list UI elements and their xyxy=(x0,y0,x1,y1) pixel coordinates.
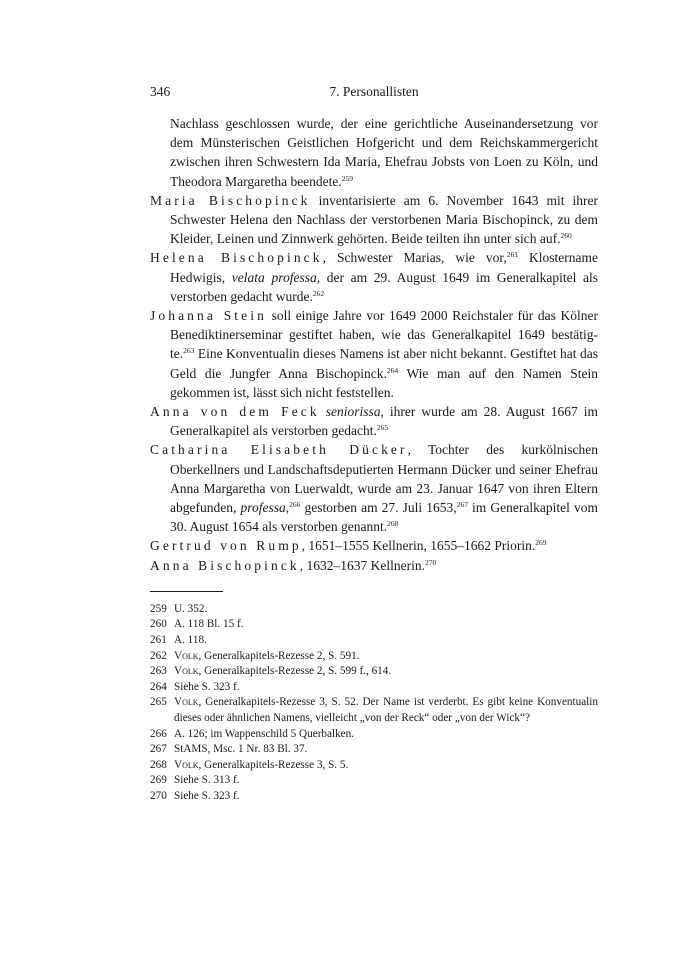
footnote-ref: 265 xyxy=(376,423,389,433)
footnote-ref: 261 xyxy=(506,250,519,260)
footnote: 264 Siehe S. 323 f. xyxy=(150,680,240,693)
footnote-divider xyxy=(150,591,223,592)
page-number: 346 xyxy=(150,84,171,99)
footnote-ref: 266 xyxy=(289,500,301,510)
author-name: Volk xyxy=(174,649,199,662)
footnote-ref: 262 xyxy=(312,288,325,298)
person-name: Anna von dem Feck xyxy=(150,404,320,420)
entry-anna-bischopinck: Anna Bischopinck, 1632–1637 Kellnerin.$^{270}$ xyxy=(150,557,437,573)
footnote: 267 StAMS, Msc. 1 Nr. 83 Bl. 37. xyxy=(150,743,308,756)
footnote: 265 Volk, Generalkapitels-Rezesse 3, S. 52. Der Name ist verderbt. Es gibt keine Konventualin dieses oder ähnlichen Namens, vielleicht „von der Reck“ oder „von der Wick“? xyxy=(150,696,598,725)
author-name: Volk xyxy=(174,696,199,709)
person-name: Maria Bischopinck xyxy=(150,192,311,208)
footnote-ref: 268 xyxy=(387,519,399,529)
footnote: 268 Volk, Generalkapitels-Rezesse 3, S. 5. xyxy=(150,758,349,771)
footnote: 261 A. 118. xyxy=(150,634,207,647)
footnote: 269 Siehe S. 313 f. xyxy=(150,774,240,787)
footnote: 263 Volk, Generalkapitels-Rezesse 2, S. 599 f., 614. xyxy=(150,665,392,678)
entry-maria-bischopinck: Maria Bischopinck inventarisierte am 6. November 1643 mit ihrer Schwester Helena den Nachlass der verstorbenen Maria Bischopinck, zu dem Kleider, Leinen und Zinnwerk gehörten. Beide teilten ihn unter sich auf.$^{260}$ xyxy=(150,192,598,247)
footnote: 262 Volk, Generalkapitels-Rezesse 2, S. 591. xyxy=(150,649,360,662)
running-head xyxy=(150,84,598,106)
footnote-ref: 263 xyxy=(183,346,195,356)
footnote: 266 A. 126; im Wappenschild 5 Querbalken. xyxy=(150,727,355,740)
footnote: 260 A. 118 Bl. 15 f. xyxy=(150,618,244,631)
person-name: Catharina Elisabeth Dücker xyxy=(150,442,408,458)
person-name: Helena Bischopinck xyxy=(150,250,323,266)
footnotes xyxy=(150,602,598,805)
body-text xyxy=(150,114,598,575)
page xyxy=(150,84,598,805)
entry-catharina-elisabeth-duecker: Catharina Elisabeth Dücker, Tochter des kurkölnischen Oberkellners und Landschaftsdeputierten Hermann Dücker und seiner Ehefrau Anna Margaretha von Luerwaldt, wurde am 23. Januar 1647 von ihren Eltern abgefunden, professa,$^{266}$ gestorben am 27. Juli 1653,$^{267}$ im Generalkapitel vom 30. August 1654 als verstorben genannt.$^{268}$ xyxy=(150,442,598,535)
footnote-ref: 264 xyxy=(386,365,399,375)
entry-anna-von-dem-feck: Anna von dem Feck seniorissa, ihrer wurde am 28. August 1667 im Generalkapitel als verstorben gedacht.$^{265}$ xyxy=(150,404,598,439)
person-name: Gertrud von Rump xyxy=(150,538,302,554)
entry-helena-bischopinck: Helena Bischopinck, Schwester Marias, wie vor,$^{261}$ Klostername Hedwigis, velata professa, der am 29. August 1649 im Generalkapitel als verstorben gedacht wurde.$^{262}$ xyxy=(150,250,599,304)
author-name: Volk xyxy=(174,665,199,678)
entry-gertrud-von-rump: Gertrud von Rump, 1651–1555 Kellnerin, 1655–1662 Priorin.$^{269}$ xyxy=(150,538,547,554)
person-name: Johanna Stein xyxy=(150,308,267,324)
author-name: Volk xyxy=(174,758,199,771)
running-title: 7. Personallisten xyxy=(329,84,419,99)
entry-continuation: Nachlass geschlossen wurde, der eine gerichtliche Auseinandersetzung vor dem Münsterischen Geistlichen Hofgericht und dem Reichskammergericht zwischen ihren Schwestern Ida Maria, Ehefrau Jobsts von Loen zu Köln, und Theodora Margaretha beendete.$^{259}$ xyxy=(170,116,598,189)
footnote-ref: 259 xyxy=(341,173,354,183)
entry-johanna-stein: Johanna Stein soll einige Jahre vor 1649 2000 Reichstaler für das Kölner Benediktinerseminar gestiftet haben, wie das Generalkapitel 1649 bestätig-te.$^{263}$ Eine Konventualin dieses Namens ist aber nicht bekannt. Gestiftet hat das Geld die Jungfer Anna Bischopinck.$^{264}$ Wie man auf den Namen Stein gekommen ist, lässt sich nicht feststellen. xyxy=(150,308,598,400)
footnote: 270 Siehe S. 323 f. xyxy=(150,790,240,802)
footnote-ref: 260 xyxy=(560,231,572,241)
person-name: Anna Bischopinck xyxy=(150,557,300,573)
footnote: 259 U. 352. xyxy=(150,602,208,615)
footnote-ref: 269 xyxy=(535,538,547,548)
footnote-ref: 267 xyxy=(456,500,468,510)
footnote-ref: 270 xyxy=(425,557,437,567)
